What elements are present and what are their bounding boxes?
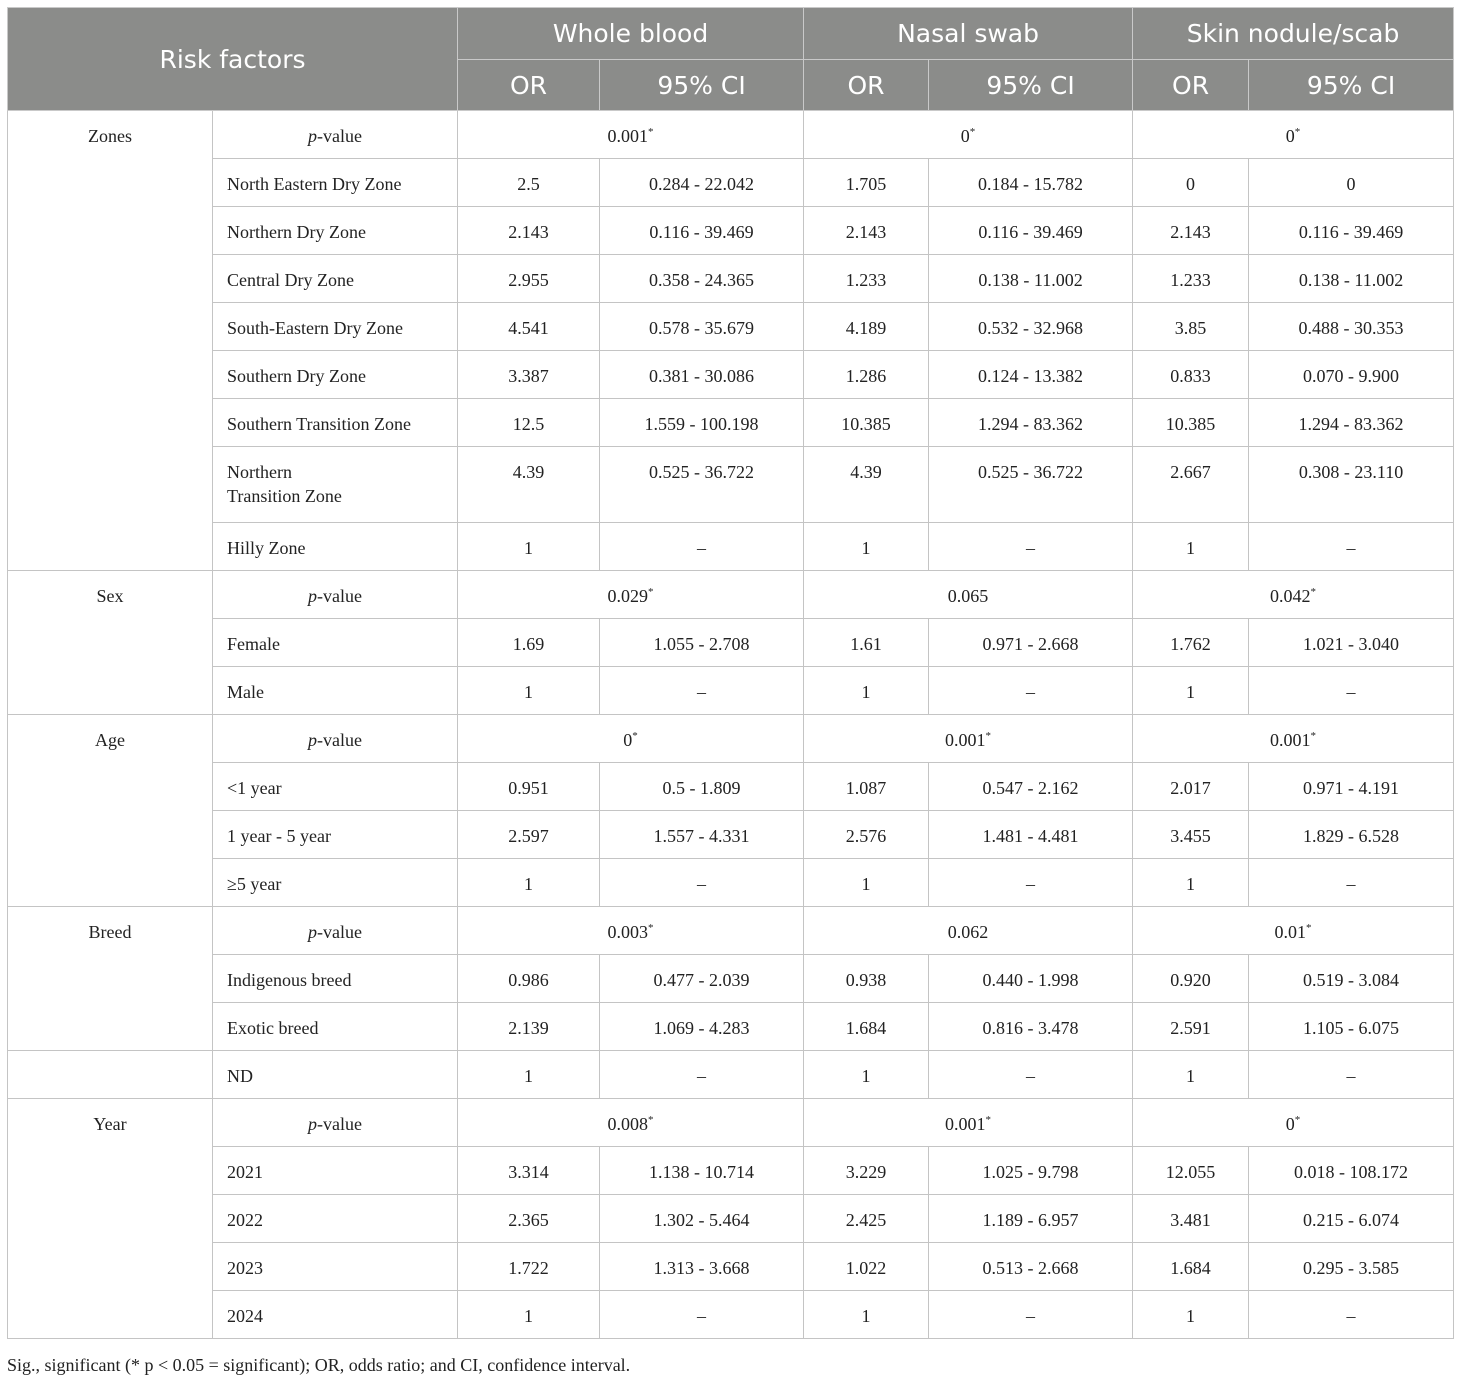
or-cell: 1 bbox=[458, 523, 600, 571]
table-row bbox=[8, 159, 1454, 207]
pvalue-label-suffix: -value bbox=[317, 586, 362, 606]
pvalue-label-suffix: -value bbox=[317, 126, 362, 146]
ci-cell: 0.519 - 3.084 bbox=[1249, 955, 1454, 1003]
pvalue-label bbox=[213, 1099, 458, 1147]
significance-marker: * bbox=[648, 922, 654, 934]
ci-cell: – bbox=[1249, 859, 1454, 907]
pvalue-cell bbox=[458, 1099, 804, 1147]
ci-cell: 0.816 - 3.478 bbox=[929, 1003, 1133, 1051]
pvalue-value: 0 bbox=[623, 730, 633, 750]
row-label: ≥5 year bbox=[213, 859, 458, 907]
or-cell: 0.986 bbox=[458, 955, 600, 1003]
pvalue-value: 0.003 bbox=[607, 922, 649, 942]
pvalue-cell bbox=[804, 1099, 1133, 1147]
or-cell: 1 bbox=[458, 667, 600, 715]
table-row bbox=[8, 1003, 1454, 1051]
row-label: South-Eastern Dry Zone bbox=[213, 303, 458, 351]
significance-marker: * bbox=[648, 126, 654, 138]
or-cell: 10.385 bbox=[1133, 399, 1249, 447]
subheader-or: OR bbox=[1133, 60, 1249, 111]
or-cell: 1.705 bbox=[804, 159, 929, 207]
or-cell: 1 bbox=[804, 667, 929, 715]
ci-cell: 1.189 - 6.957 bbox=[929, 1195, 1133, 1243]
pvalue-label-suffix: -value bbox=[317, 922, 362, 942]
ci-cell: 0.295 - 3.585 bbox=[1249, 1243, 1454, 1291]
or-cell: 1.022 bbox=[804, 1243, 929, 1291]
pvalue-value: 0.001 bbox=[945, 730, 986, 750]
table-row bbox=[8, 523, 1454, 571]
or-cell: 1.684 bbox=[804, 1003, 929, 1051]
or-cell: 2.597 bbox=[458, 811, 600, 859]
pvalue-value: 0.029 bbox=[607, 586, 649, 606]
ci-cell: 1.069 - 4.283 bbox=[600, 1003, 804, 1051]
or-cell: 2.143 bbox=[458, 207, 600, 255]
or-cell: 1 bbox=[458, 859, 600, 907]
or-cell: 4.39 bbox=[458, 447, 600, 523]
or-cell: 1 bbox=[1133, 667, 1249, 715]
or-cell: 3.229 bbox=[804, 1147, 929, 1195]
ci-cell: 0.124 - 13.382 bbox=[929, 351, 1133, 399]
ci-cell: – bbox=[1249, 1291, 1454, 1339]
or-cell: 2.667 bbox=[1133, 447, 1249, 523]
pvalue-cell bbox=[458, 907, 804, 955]
significance-marker: * bbox=[1310, 730, 1317, 742]
table-footnote: Sig., significant (* p < 0.05 = significant); OR, odds ratio; and CI, confidence interval. bbox=[7, 1355, 631, 1375]
table-row bbox=[8, 351, 1454, 399]
ci-cell: 1.105 - 6.075 bbox=[1249, 1003, 1454, 1051]
or-cell: 0.833 bbox=[1133, 351, 1249, 399]
or-cell: 2.365 bbox=[458, 1195, 600, 1243]
or-cell: 1 bbox=[458, 1291, 600, 1339]
ci-cell: 0.070 - 9.900 bbox=[1249, 351, 1454, 399]
pvalue-cell bbox=[1133, 1099, 1454, 1147]
table-row bbox=[8, 763, 1454, 811]
or-cell: 2.143 bbox=[804, 207, 929, 255]
row-label: Central Dry Zone bbox=[213, 255, 458, 303]
ci-cell: 0.358 - 24.365 bbox=[600, 255, 804, 303]
row-label: 2024 bbox=[213, 1291, 458, 1339]
table-row bbox=[8, 859, 1454, 907]
pvalue-cell bbox=[1133, 907, 1454, 955]
table-row bbox=[8, 667, 1454, 715]
pvalue-cell bbox=[1133, 715, 1454, 763]
group-label: Age bbox=[8, 715, 213, 907]
or-cell: 12.055 bbox=[1133, 1147, 1249, 1195]
header-nasal-swab: Nasal swab bbox=[804, 8, 1133, 60]
ci-cell: – bbox=[929, 667, 1133, 715]
ci-cell: 0.138 - 11.002 bbox=[929, 255, 1133, 303]
significance-marker: * bbox=[1306, 922, 1312, 934]
ci-cell: – bbox=[600, 1051, 804, 1099]
pvalue-label-p: p bbox=[308, 730, 318, 750]
pvalue-cell bbox=[458, 111, 804, 159]
pvalue-row bbox=[8, 571, 1454, 619]
pvalue-row bbox=[8, 907, 1454, 955]
table-row bbox=[8, 399, 1454, 447]
subheader-ci: 95% CI bbox=[929, 60, 1133, 111]
or-cell: 2.139 bbox=[458, 1003, 600, 1051]
ci-cell: – bbox=[600, 1291, 804, 1339]
ci-cell: 0.5 - 1.809 bbox=[600, 763, 804, 811]
ci-cell: – bbox=[1249, 523, 1454, 571]
header-skin-nodule-scab: Skin nodule/scab bbox=[1133, 8, 1454, 60]
or-cell: 1 bbox=[1133, 1291, 1249, 1339]
ci-cell: 0.381 - 30.086 bbox=[600, 351, 804, 399]
ci-cell: 0.971 - 4.191 bbox=[1249, 763, 1454, 811]
pvalue-cell bbox=[1133, 111, 1454, 159]
significance-marker: * bbox=[632, 730, 638, 742]
or-cell: 2.955 bbox=[458, 255, 600, 303]
or-cell: 0.938 bbox=[804, 955, 929, 1003]
or-cell: 1 bbox=[804, 1051, 929, 1099]
ci-cell: 0.971 - 2.668 bbox=[929, 619, 1133, 667]
table-row bbox=[8, 207, 1454, 255]
ci-cell: 0.284 - 22.042 bbox=[600, 159, 804, 207]
pvalue-label-p: p bbox=[308, 586, 318, 606]
ci-cell: 0.547 - 2.162 bbox=[929, 763, 1133, 811]
header-risk-factors: Risk factors bbox=[8, 8, 458, 111]
pvalue-cell bbox=[804, 715, 1133, 763]
row-label: Indigenous breed bbox=[213, 955, 458, 1003]
pvalue-row bbox=[8, 111, 1454, 159]
subheader-or: OR bbox=[804, 60, 929, 111]
row-label: North Eastern Dry Zone bbox=[213, 159, 458, 207]
or-cell: 1.233 bbox=[804, 255, 929, 303]
pvalue-value: 0.062 bbox=[947, 922, 989, 942]
table-row bbox=[8, 1195, 1454, 1243]
or-cell: 3.455 bbox=[1133, 811, 1249, 859]
or-cell: 2.591 bbox=[1133, 1003, 1249, 1051]
table-row bbox=[8, 619, 1454, 667]
ci-cell: – bbox=[929, 523, 1133, 571]
pvalue-value: 0.001 bbox=[1270, 730, 1311, 750]
ci-cell: 0.215 - 6.074 bbox=[1249, 1195, 1454, 1243]
group-label: Year bbox=[8, 1099, 213, 1339]
pvalue-cell bbox=[458, 715, 804, 763]
ci-cell: 0.532 - 32.968 bbox=[929, 303, 1133, 351]
ci-cell: 1.559 - 100.198 bbox=[600, 399, 804, 447]
pvalue-value: 0.065 bbox=[947, 586, 989, 606]
row-label: 2021 bbox=[213, 1147, 458, 1195]
significance-marker: * bbox=[969, 126, 976, 138]
pvalue-cell bbox=[804, 907, 1133, 955]
ci-cell: 0 bbox=[1249, 159, 1454, 207]
ci-cell: 1.294 - 83.362 bbox=[929, 399, 1133, 447]
or-cell: 2.576 bbox=[804, 811, 929, 859]
row-label: 1 year - 5 year bbox=[213, 811, 458, 859]
pvalue-value: 0 bbox=[1285, 126, 1295, 146]
ci-cell: – bbox=[600, 859, 804, 907]
ci-cell: 0.018 - 108.172 bbox=[1249, 1147, 1454, 1195]
or-cell: 1.722 bbox=[458, 1243, 600, 1291]
or-cell: 1.684 bbox=[1133, 1243, 1249, 1291]
pvalue-value: 0 bbox=[1285, 1114, 1295, 1134]
pvalue-value: 0.01 bbox=[1274, 922, 1307, 942]
pvalue-label bbox=[213, 907, 458, 955]
ci-cell: – bbox=[929, 859, 1133, 907]
ci-cell: 0.488 - 30.353 bbox=[1249, 303, 1454, 351]
ci-cell: 1.302 - 5.464 bbox=[600, 1195, 804, 1243]
significance-marker: * bbox=[1294, 126, 1301, 138]
subheader-or: OR bbox=[458, 60, 600, 111]
or-cell: 1 bbox=[804, 1291, 929, 1339]
ci-cell: 0.138 - 11.002 bbox=[1249, 255, 1454, 303]
ci-cell: 1.829 - 6.528 bbox=[1249, 811, 1454, 859]
row-label: 2023 bbox=[213, 1243, 458, 1291]
or-cell: 2.425 bbox=[804, 1195, 929, 1243]
significance-marker: * bbox=[1310, 586, 1317, 598]
table-row bbox=[8, 1291, 1454, 1339]
ci-cell: 0.477 - 2.039 bbox=[600, 955, 804, 1003]
table-row bbox=[8, 447, 1454, 523]
row-label: Female bbox=[213, 619, 458, 667]
or-cell: 1.087 bbox=[804, 763, 929, 811]
row-label-line: Transition Zone bbox=[227, 486, 342, 506]
or-cell: 0.951 bbox=[458, 763, 600, 811]
or-cell: 3.387 bbox=[458, 351, 600, 399]
pvalue-cell bbox=[804, 111, 1133, 159]
or-cell: 4.39 bbox=[804, 447, 929, 523]
table-row bbox=[8, 303, 1454, 351]
or-cell: 2.5 bbox=[458, 159, 600, 207]
pvalue-value: 0 bbox=[960, 126, 970, 146]
table-header bbox=[8, 8, 1454, 111]
significance-marker: * bbox=[985, 730, 992, 742]
ci-cell: 0.513 - 2.668 bbox=[929, 1243, 1133, 1291]
ci-cell: 1.557 - 4.331 bbox=[600, 811, 804, 859]
or-cell: 2.143 bbox=[1133, 207, 1249, 255]
table-row bbox=[8, 1051, 1454, 1099]
pvalue-cell bbox=[804, 571, 1133, 619]
subheader-ci: 95% CI bbox=[600, 60, 804, 111]
row-label: Southern Dry Zone bbox=[213, 351, 458, 399]
ci-cell: 1.025 - 9.798 bbox=[929, 1147, 1133, 1195]
or-cell: 1 bbox=[1133, 523, 1249, 571]
row-label: Exotic breed bbox=[213, 1003, 458, 1051]
or-cell: 1.69 bbox=[458, 619, 600, 667]
or-cell: 3.481 bbox=[1133, 1195, 1249, 1243]
or-cell: 10.385 bbox=[804, 399, 929, 447]
or-cell: 3.314 bbox=[458, 1147, 600, 1195]
row-label: <1 year bbox=[213, 763, 458, 811]
pvalue-row bbox=[8, 715, 1454, 763]
significance-marker: * bbox=[648, 586, 654, 598]
pvalue-label-p: p bbox=[308, 922, 318, 942]
pvalue-cell bbox=[1133, 571, 1454, 619]
ci-cell: – bbox=[1249, 667, 1454, 715]
table-body bbox=[8, 111, 1454, 1339]
or-cell: 4.189 bbox=[804, 303, 929, 351]
pvalue-label-p: p bbox=[308, 126, 318, 146]
row-label: ND bbox=[213, 1051, 458, 1099]
subheader-ci: 95% CI bbox=[1249, 60, 1454, 111]
row-label: Northern Dry Zone bbox=[213, 207, 458, 255]
row-label-line: Northern bbox=[227, 462, 292, 482]
pvalue-value: 0.001 bbox=[607, 126, 649, 146]
pvalue-label-p: p bbox=[308, 1114, 318, 1134]
row-label bbox=[213, 447, 458, 523]
or-cell: 1 bbox=[1133, 1051, 1249, 1099]
ci-cell: 1.021 - 3.040 bbox=[1249, 619, 1454, 667]
significance-marker: * bbox=[648, 1114, 654, 1126]
or-cell: 4.541 bbox=[458, 303, 600, 351]
or-cell: 0.920 bbox=[1133, 955, 1249, 1003]
significance-marker: * bbox=[1294, 1114, 1301, 1126]
or-cell: 1 bbox=[458, 1051, 600, 1099]
or-cell: 1.233 bbox=[1133, 255, 1249, 303]
table-row bbox=[8, 1243, 1454, 1291]
ci-cell: 0.116 - 39.469 bbox=[1249, 207, 1454, 255]
ci-cell: – bbox=[600, 523, 804, 571]
ci-cell: 0.525 - 36.722 bbox=[929, 447, 1133, 523]
table-row bbox=[8, 955, 1454, 1003]
ci-cell: – bbox=[929, 1291, 1133, 1339]
row-label: Southern Transition Zone bbox=[213, 399, 458, 447]
ci-cell: – bbox=[600, 667, 804, 715]
pvalue-value: 0.042 bbox=[1270, 586, 1311, 606]
group-label: Breed bbox=[8, 907, 213, 1051]
pvalue-value: 0.001 bbox=[945, 1114, 986, 1134]
pvalue-row bbox=[8, 1099, 1454, 1147]
ci-cell: 1.313 - 3.668 bbox=[600, 1243, 804, 1291]
significance-marker: * bbox=[985, 1114, 992, 1126]
or-cell: 1 bbox=[804, 523, 929, 571]
ci-cell: 0.116 - 39.469 bbox=[929, 207, 1133, 255]
row-label: 2022 bbox=[213, 1195, 458, 1243]
ci-cell: 1.055 - 2.708 bbox=[600, 619, 804, 667]
ci-cell: – bbox=[1249, 1051, 1454, 1099]
or-cell: 1 bbox=[1133, 859, 1249, 907]
or-cell: 1.762 bbox=[1133, 619, 1249, 667]
ci-cell: 0.578 - 35.679 bbox=[600, 303, 804, 351]
pvalue-label-suffix: -value bbox=[317, 1114, 362, 1134]
ci-cell: – bbox=[929, 1051, 1133, 1099]
or-cell: 1 bbox=[804, 859, 929, 907]
or-cell: 1.286 bbox=[804, 351, 929, 399]
pvalue-cell bbox=[458, 571, 804, 619]
pvalue-label-suffix: -value bbox=[317, 730, 362, 750]
ci-cell: 1.481 - 4.481 bbox=[929, 811, 1133, 859]
ci-cell: 0.116 - 39.469 bbox=[600, 207, 804, 255]
group-label bbox=[8, 1051, 213, 1099]
or-cell: 0 bbox=[1133, 159, 1249, 207]
risk-factors-table bbox=[7, 7, 1454, 1339]
ci-cell: 0.308 - 23.110 bbox=[1249, 447, 1454, 523]
ci-cell: 0.184 - 15.782 bbox=[929, 159, 1133, 207]
ci-cell: 0.525 - 36.722 bbox=[600, 447, 804, 523]
or-cell: 2.017 bbox=[1133, 763, 1249, 811]
ci-cell: 1.138 - 10.714 bbox=[600, 1147, 804, 1195]
group-label: Zones bbox=[8, 111, 213, 571]
table-row bbox=[8, 811, 1454, 859]
or-cell: 3.85 bbox=[1133, 303, 1249, 351]
ci-cell: 1.294 - 83.362 bbox=[1249, 399, 1454, 447]
pvalue-label bbox=[213, 111, 458, 159]
table-row bbox=[8, 255, 1454, 303]
row-label: Hilly Zone bbox=[213, 523, 458, 571]
table-row bbox=[8, 1147, 1454, 1195]
pvalue-label bbox=[213, 571, 458, 619]
row-label: Male bbox=[213, 667, 458, 715]
group-label: Sex bbox=[8, 571, 213, 715]
ci-cell: 0.440 - 1.998 bbox=[929, 955, 1133, 1003]
or-cell: 12.5 bbox=[458, 399, 600, 447]
pvalue-label bbox=[213, 715, 458, 763]
or-cell: 1.61 bbox=[804, 619, 929, 667]
header-whole-blood: Whole blood bbox=[458, 8, 804, 60]
pvalue-value: 0.008 bbox=[607, 1114, 649, 1134]
